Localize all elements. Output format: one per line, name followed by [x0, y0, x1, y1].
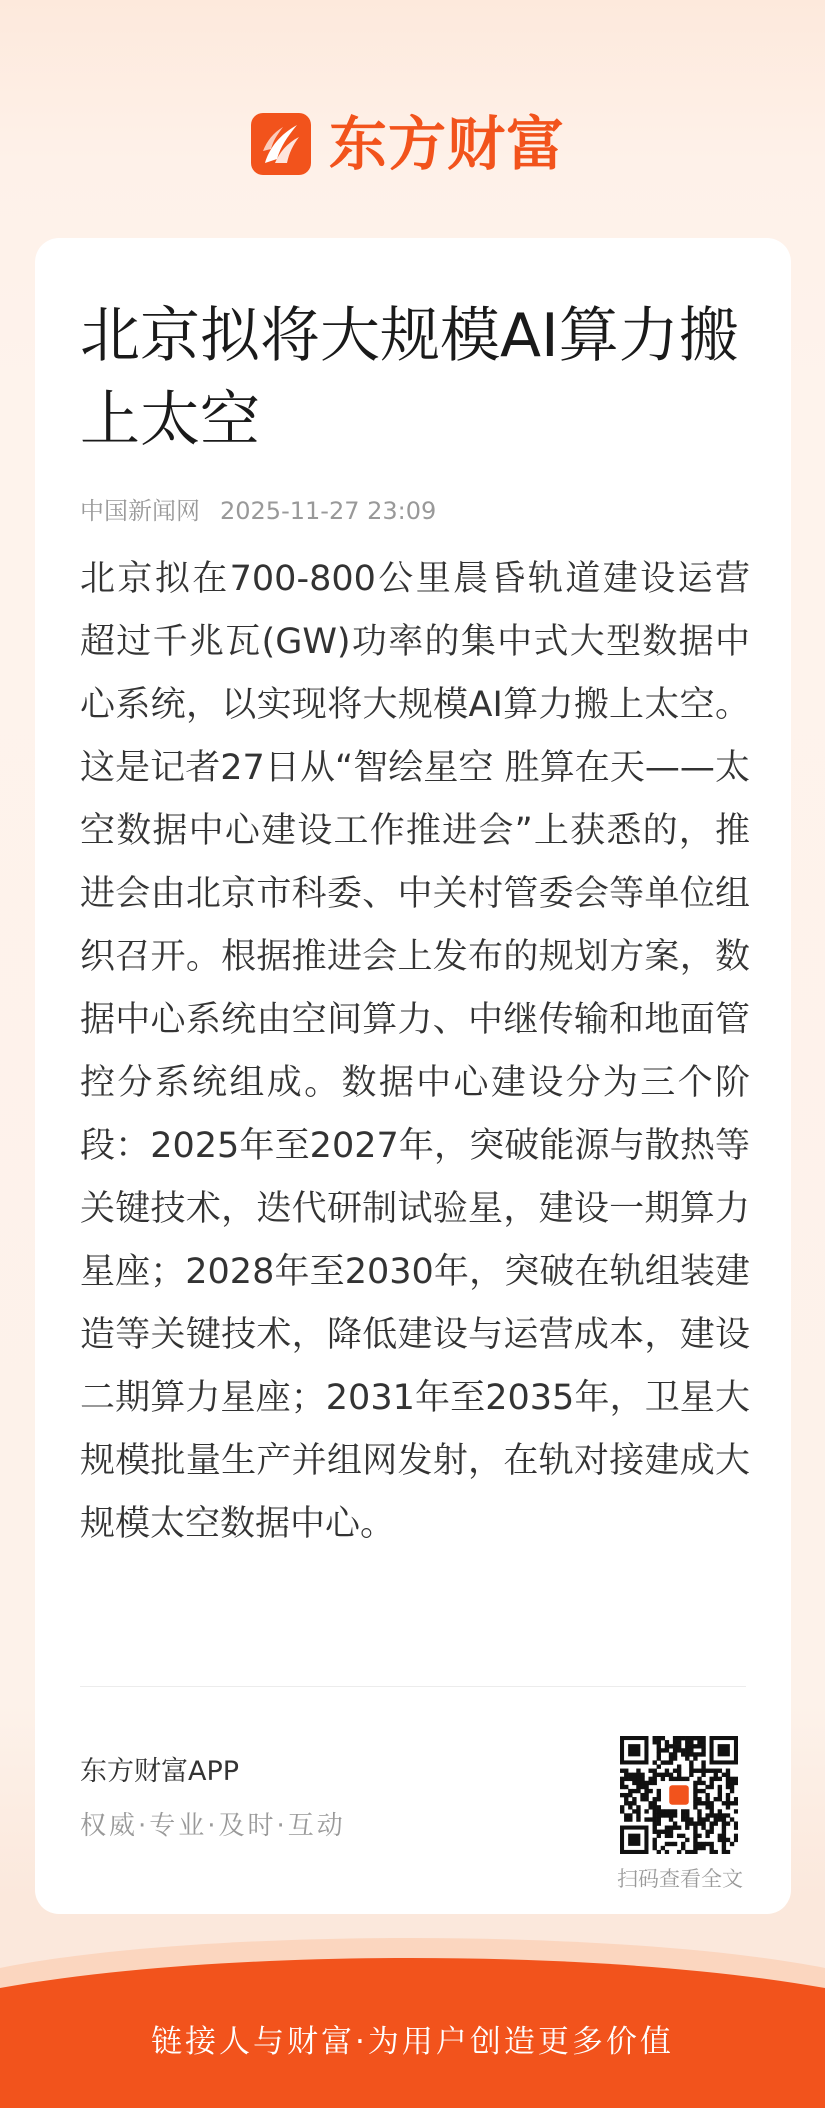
app-name: 东方财富APP	[80, 1756, 240, 1787]
article-meta	[80, 494, 436, 528]
brand-name: 东方财富	[329, 110, 566, 178]
article-card	[35, 238, 791, 1914]
qr-caption: 扫码查看全文	[617, 1867, 743, 1891]
app-slogan: 权威·专业·及时·互动	[80, 1811, 346, 1841]
qr-code-icon[interactable]	[620, 1736, 738, 1854]
article-body: 北京拟在700-800公里晨昏轨道建设运营超过千兆瓦(GW)功率的集中式大型数据中心系统，以实现将大规模AI算力搬上太空。这是记者27日从“智绘星空 胜算在天——太空数据中心建设工作推进会”上获悉的，推进会由北京市科委、中关村管委会等单位组织召开。根据推进会上发布的规划方案，数据中心系统由空间算力、中继传输和地面管控分系统组成。数据中心建设分为三个阶段：2025年至2027年，突破能源与散热等关键技术，迭代研制试验星，建设一期算力星座；2028年至2030年，突破在轨组装建造等关键技术，降低建设与运营成本，建设二期算力星座；2031年至2035年，卫星大规模批量生产并组网发射，在轨对接建成大规模太空数据中心。	[80, 559, 750, 1544]
brand-logo	[251, 112, 565, 176]
footer-banner	[0, 1908, 825, 2108]
article-source: 中国新闻网	[80, 497, 200, 525]
divider	[80, 1686, 746, 1687]
article-date: 2025-11-27 23:09	[220, 497, 437, 525]
eastmoney-logo-icon	[251, 113, 311, 175]
footer-slogan: 链接人与财富·为用户创造更多价值	[151, 2024, 674, 2060]
article-title: 北京拟将大规模AI算力搬上太空	[80, 301, 739, 455]
